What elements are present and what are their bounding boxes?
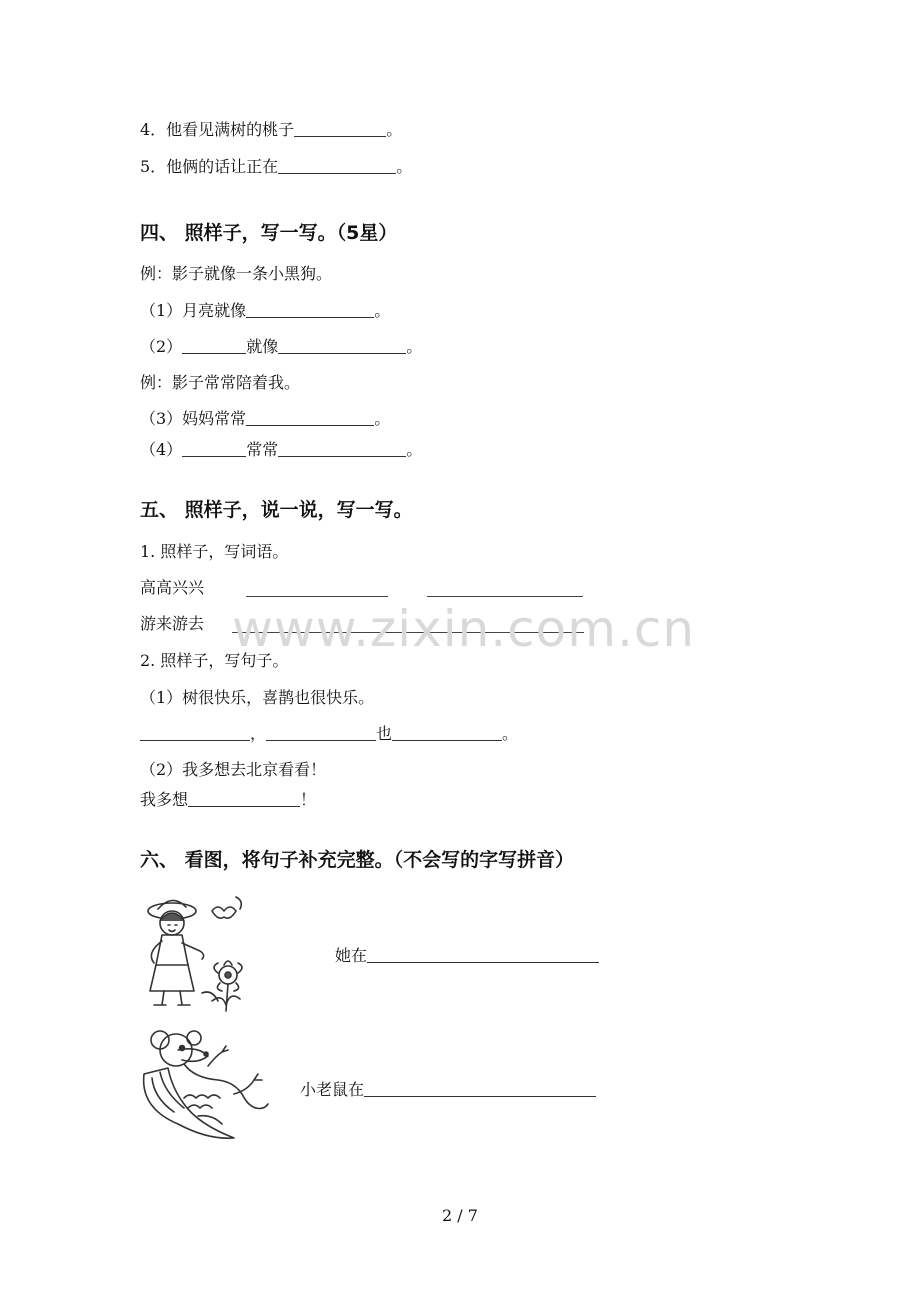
item-3-end: 。 (374, 409, 391, 428)
picture-1-prefix: 她在 (335, 946, 368, 965)
answer-blank[interactable] (278, 440, 406, 457)
subtask-1: 1. 照样子，写词语。 (140, 542, 289, 561)
example-2: 例：影子常常陪着我。 (140, 373, 301, 392)
sentence-fill-2 (140, 790, 316, 810)
answer-blank[interactable] (294, 120, 386, 137)
answer-blank[interactable] (364, 1080, 596, 1097)
sentence-fill-1 (140, 724, 518, 744)
girl-watering-flowers-illustration (140, 893, 252, 1013)
item-4b-prefix: （4） (140, 440, 183, 459)
answer-blank[interactable] (367, 946, 599, 963)
answer-blank[interactable] (392, 724, 502, 741)
section-6-title: 六、 看图，将句子补充完整。（不会写的字写拼音） (140, 849, 575, 871)
section-4-title: 四、 照样子，写一写。（5星） (140, 222, 398, 244)
answer-blank[interactable] (182, 440, 246, 457)
item-3 (140, 409, 390, 429)
item-2 (140, 337, 422, 357)
word-example-1: 高高兴兴 (140, 578, 205, 597)
section-5-title: 五、 照样子，说一说，写一写。 (140, 499, 413, 521)
item-3-prefix: （3）妈妈常常 (140, 409, 247, 428)
item-4b-end: 。 (406, 440, 423, 459)
sentence-example-2: （2）我多想去北京看看！ (140, 760, 327, 779)
example-1: 例：影子就像一条小黑狗。 (140, 264, 333, 283)
item-1-end: 。 (374, 301, 391, 320)
answer-blank[interactable] (278, 157, 396, 174)
item-2-mid: 就像 (246, 337, 279, 356)
item-2-end: 。 (406, 337, 423, 356)
item-4b (140, 440, 422, 460)
answer-blank[interactable] (140, 724, 250, 741)
picture-1-sentence (335, 946, 599, 966)
answer-blank[interactable] (246, 409, 374, 426)
ye-text: 也 (376, 724, 393, 743)
item-1 (140, 301, 390, 321)
item-5-end: 。 (396, 157, 413, 176)
page-number: 2 / 7 (442, 1206, 478, 1225)
subtask-2: 2. 照样子，写句子。 (140, 651, 289, 670)
picture-2-sentence (300, 1080, 596, 1100)
answer-line[interactable] (246, 596, 388, 597)
answer-blank[interactable] (188, 790, 300, 807)
mouse-on-corn-illustration (138, 1028, 272, 1146)
answer-blank[interactable] (182, 337, 246, 354)
word-example-2: 游来游去 (140, 614, 205, 633)
answer-line[interactable] (427, 596, 583, 597)
comma: ， (250, 724, 267, 743)
period: 。 (502, 724, 519, 743)
sentence-example-1: （1）树很快乐，喜鹊也很快乐。 (140, 688, 375, 707)
item-2-prefix: （2） (140, 337, 183, 356)
item-4b-mid: 常常 (246, 440, 279, 459)
item-5-text: 5．他俩的话让正在 (140, 157, 279, 176)
item-1-prefix: （1）月亮就像 (140, 301, 247, 320)
watermark: www.zixin.com.cn (232, 600, 696, 658)
exclamation: ！ (300, 790, 317, 809)
item-4-end: 。 (386, 120, 403, 139)
answer-blank[interactable] (266, 724, 376, 741)
answer-blank[interactable] (278, 337, 406, 354)
answer-blank[interactable] (246, 301, 374, 318)
item-5 (140, 157, 412, 177)
item-4-text: 4．他看见满树的桃子 (140, 120, 295, 139)
item-4 (140, 120, 402, 140)
sentence-2-prefix: 我多想 (140, 790, 189, 809)
picture-2-prefix: 小老鼠在 (300, 1080, 365, 1099)
